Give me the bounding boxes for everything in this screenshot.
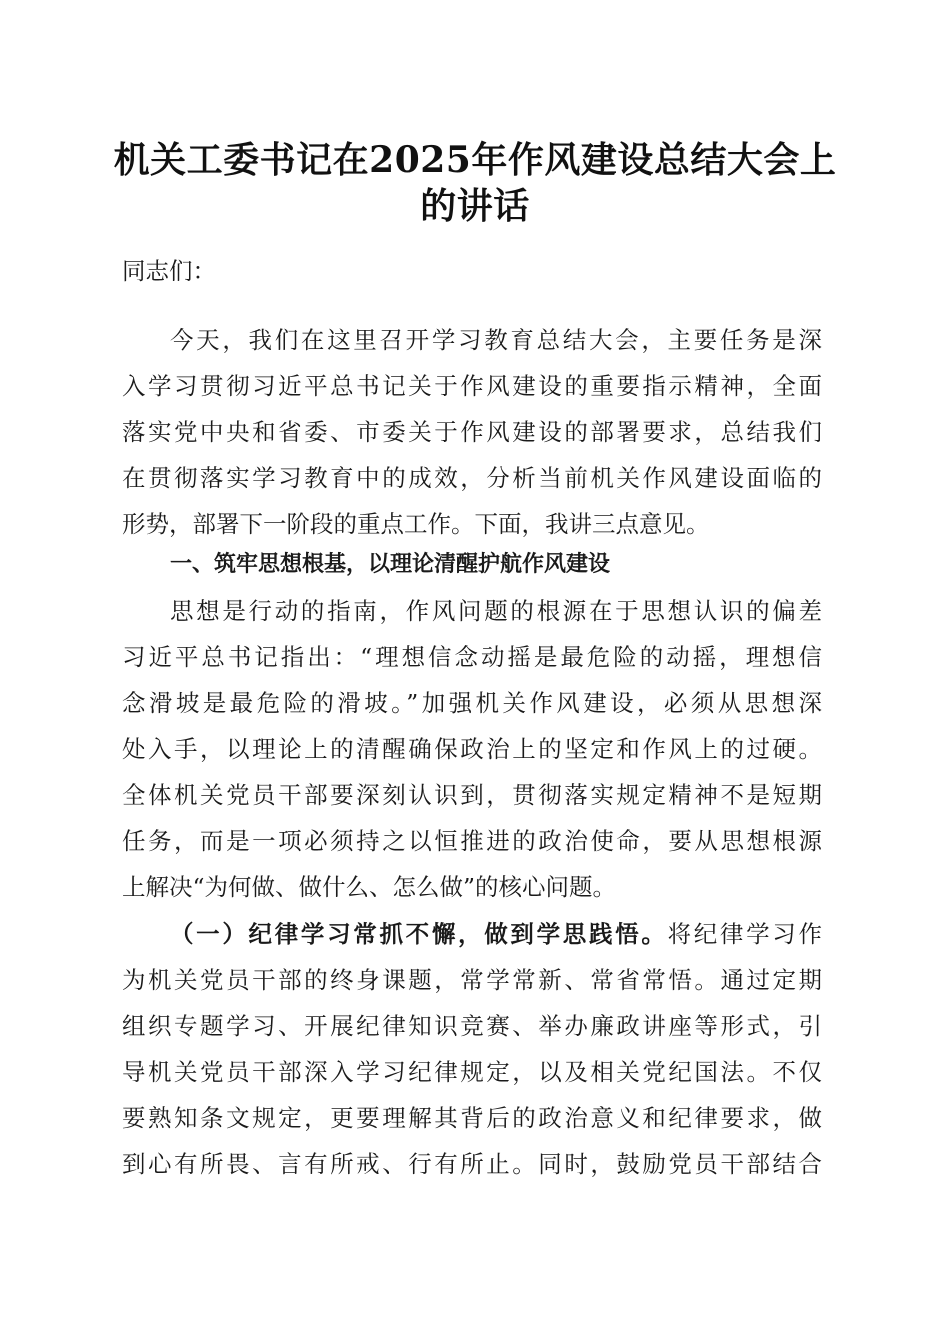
paragraph-line: 处入手，以理论上的清醒确保政治上的坚定和作风上的过硬。 [122, 735, 822, 763]
paragraph-line: 形势，部署下一阶段的重点工作。下面，我讲三点意见。 [122, 510, 710, 538]
paragraph-line: 要熟知条文规定，更要理解其背后的政治意义和纪律要求，做 [122, 1104, 822, 1132]
paragraph-line: 习近平总书记指出：“理想信念动摇是最危险的动摇，理想信 [122, 643, 822, 671]
paragraph-line: 思想是行动的指南，作风问题的根源在于思想认识的偏差 [170, 597, 822, 625]
paragraph-line: 任务，而是一项必须持之以恒推进的政治使命，要从思想根源 [122, 827, 822, 855]
document-title-line-1: 机关工委书记在2025年作风建设总结大会上 [113, 139, 837, 181]
paragraph-line: 落实党中央和省委、市委关于作风建设的部署要求，总结我们 [122, 418, 822, 446]
paragraph-line: 在贯彻落实学习教育中的成效，分析当前机关作风建设面临的 [122, 464, 822, 492]
document-title-line-2: 的讲话 [420, 185, 530, 227]
subsection-line [170, 919, 822, 949]
subsection-heading: （一）纪律学习常抓不懈，做到学思践悟。 [170, 920, 668, 948]
paragraph-line: 今天，我们在这里召开学习教育总结大会，主要任务是深 [170, 326, 822, 354]
salutation: 同志们： [122, 257, 216, 285]
paragraph-line: 为机关党员干部的终身课题，常学常新、常省常悟。通过定期 [122, 966, 822, 994]
paragraph-line: 组织专题学习、开展纪律知识竞赛、举办廉政讲座等形式，引 [122, 1012, 822, 1040]
paragraph-line: 入学习贯彻习近平总书记关于作风建设的重要指示精神，全面 [122, 372, 822, 400]
paragraph-line: 导机关党员干部深入学习纪律规定，以及相关党纪国法。不仅 [122, 1058, 822, 1086]
paragraph-line: 到心有所畏、言有所戒、行有所止。同时，鼓励党员干部结合 [122, 1150, 822, 1178]
subsection-text: 将纪律学习作 [667, 920, 822, 948]
section-heading: 一、筑牢思想根基，以理论清醒护航作风建设 [170, 552, 611, 577]
paragraph-line: 全体机关党员干部要深刻认识到，贯彻落实规定精神不是短期 [122, 781, 822, 809]
paragraph-line: 念滑坡是最危险的滑坡。”加强机关作风建设，必须从思想深 [122, 689, 822, 717]
paragraph-line: 上解决“为何做、做什么、怎么做”的核心问题。 [122, 873, 617, 901]
